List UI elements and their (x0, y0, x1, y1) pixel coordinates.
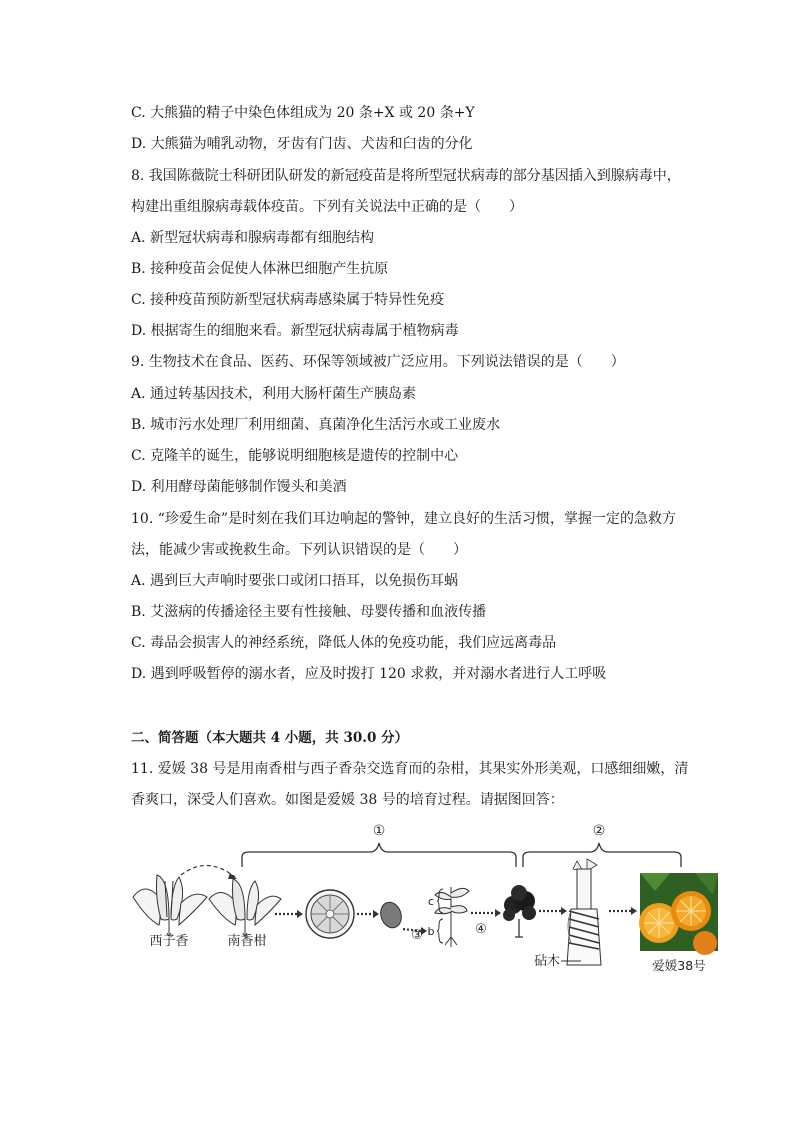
seed-drawing (377, 900, 404, 931)
q10-option-d: D. 遇到呼吸暂停的溺水者，应及时拨打 120 求救，并对溺水者进行人工呼吸 (131, 666, 607, 682)
q10-stem-line-1: 10. “珍爱生命”是时刻在我们耳边响起的警钟，建立良好的生活习惯，掌握一定的急救方 (131, 511, 677, 527)
q10-option-b: B. 艾滋病的传播途径主要有性接触、母婴传播和血液传播 (131, 604, 487, 620)
nanxianggan-flower-drawing (209, 879, 281, 936)
q9-option-b: B. 城市污水处理厂利用细菌、真菌净化生活污水或工业废水 (131, 417, 501, 433)
label-nanxianggan: 南香柑 (227, 934, 267, 949)
q10-stem-line-2: 法，能减少害或挽救生命。下列认识错误的是（ ） (131, 542, 467, 558)
pollination-arrow (181, 865, 235, 877)
breeding-process-figure (125, 815, 725, 985)
fruit-cross-section-drawing (306, 890, 354, 938)
label-c: c (427, 895, 435, 908)
q8-option-d: D. 根据寄生的细胞来看。新型冠状病毒属于植物病毒 (131, 323, 459, 339)
q10-option-a: A. 遇到巨大声响时要张口或闭口捂耳，以免损伤耳蜗 (131, 573, 459, 589)
q7-option-c: C. 大熊猫的精子中染色体组成为 20 条+X 或 20 条+Y (131, 105, 475, 121)
section-2-title: 二、简答题（本大题共 4 小题，共 30.0 分） (131, 730, 409, 746)
marker-4: ④ (475, 922, 487, 937)
q9-option-c: C. 克隆羊的诞生，能够说明细胞核是遗传的控制中心 (131, 448, 459, 464)
q10-option-c: C. 毒品会损害人的神经系统，降低人体的免疫功能，我们应远离毒品 (131, 635, 557, 651)
aiyuan-38-fruit-photo (639, 873, 718, 955)
q11-stem-line-2: 香爽口，深受人们喜欢。如图是爱媛 38 号的培育过程。请据图回答： (131, 792, 564, 808)
seedling-drawing (435, 887, 469, 947)
small-tree-drawing (503, 885, 536, 937)
xizixiang-flower-drawing (133, 875, 207, 936)
q8-option-b: B. 接种疫苗会促使人体淋巴细胞产生抗原 (131, 261, 389, 277)
brace-1 (242, 843, 516, 867)
q9-stem: 9. 生物技术在食品、医药、环保等领域被广泛应用。下列说法错误的是（ ） (131, 354, 625, 370)
marker-1: ① (372, 823, 386, 839)
q9-option-d: D. 利用酵母菌能够制作馒头和美酒 (131, 479, 347, 495)
q8-option-a: A. 新型冠状病毒和腺病毒都有细胞结构 (131, 230, 375, 246)
brace-2 (523, 843, 681, 867)
q8-option-c: C. 接种疫苗预防新型冠状病毒感染属于特异性免疫 (131, 292, 445, 308)
marker-3: ③ (411, 928, 423, 943)
label-aiyuan-38: 爱媛38号 (652, 958, 706, 973)
q9-option-a: A. 通过转基因技术，利用大肠杆菌生产胰岛素 (131, 386, 417, 402)
label-xizixiang: 西子香 (149, 934, 189, 949)
label-b: b (427, 925, 435, 938)
q7-option-d: D. 大熊猫为哺乳动物，牙齿有门齿、犬齿和臼齿的分化 (131, 136, 473, 152)
q11-stem-line-1: 11. 爱媛 38 号是用南香柑与西子香杂交选育而的杂柑，其果实外形美观，口感细细嫩，清 (131, 761, 689, 777)
q8-stem-line-2: 构建出重组腺病毒载体疫苗。下列有关说法中正确的是（ ） (131, 199, 523, 215)
q8-stem-line-1: 8. 我国陈薇院士科研团队研发的新冠疫苗是将所型冠状病毒的部分基因插入到腺病毒中， (131, 168, 681, 184)
grafting-drawing (567, 859, 601, 965)
marker-2: ② (592, 823, 606, 839)
label-zhenmu: 砧木 (533, 954, 561, 969)
